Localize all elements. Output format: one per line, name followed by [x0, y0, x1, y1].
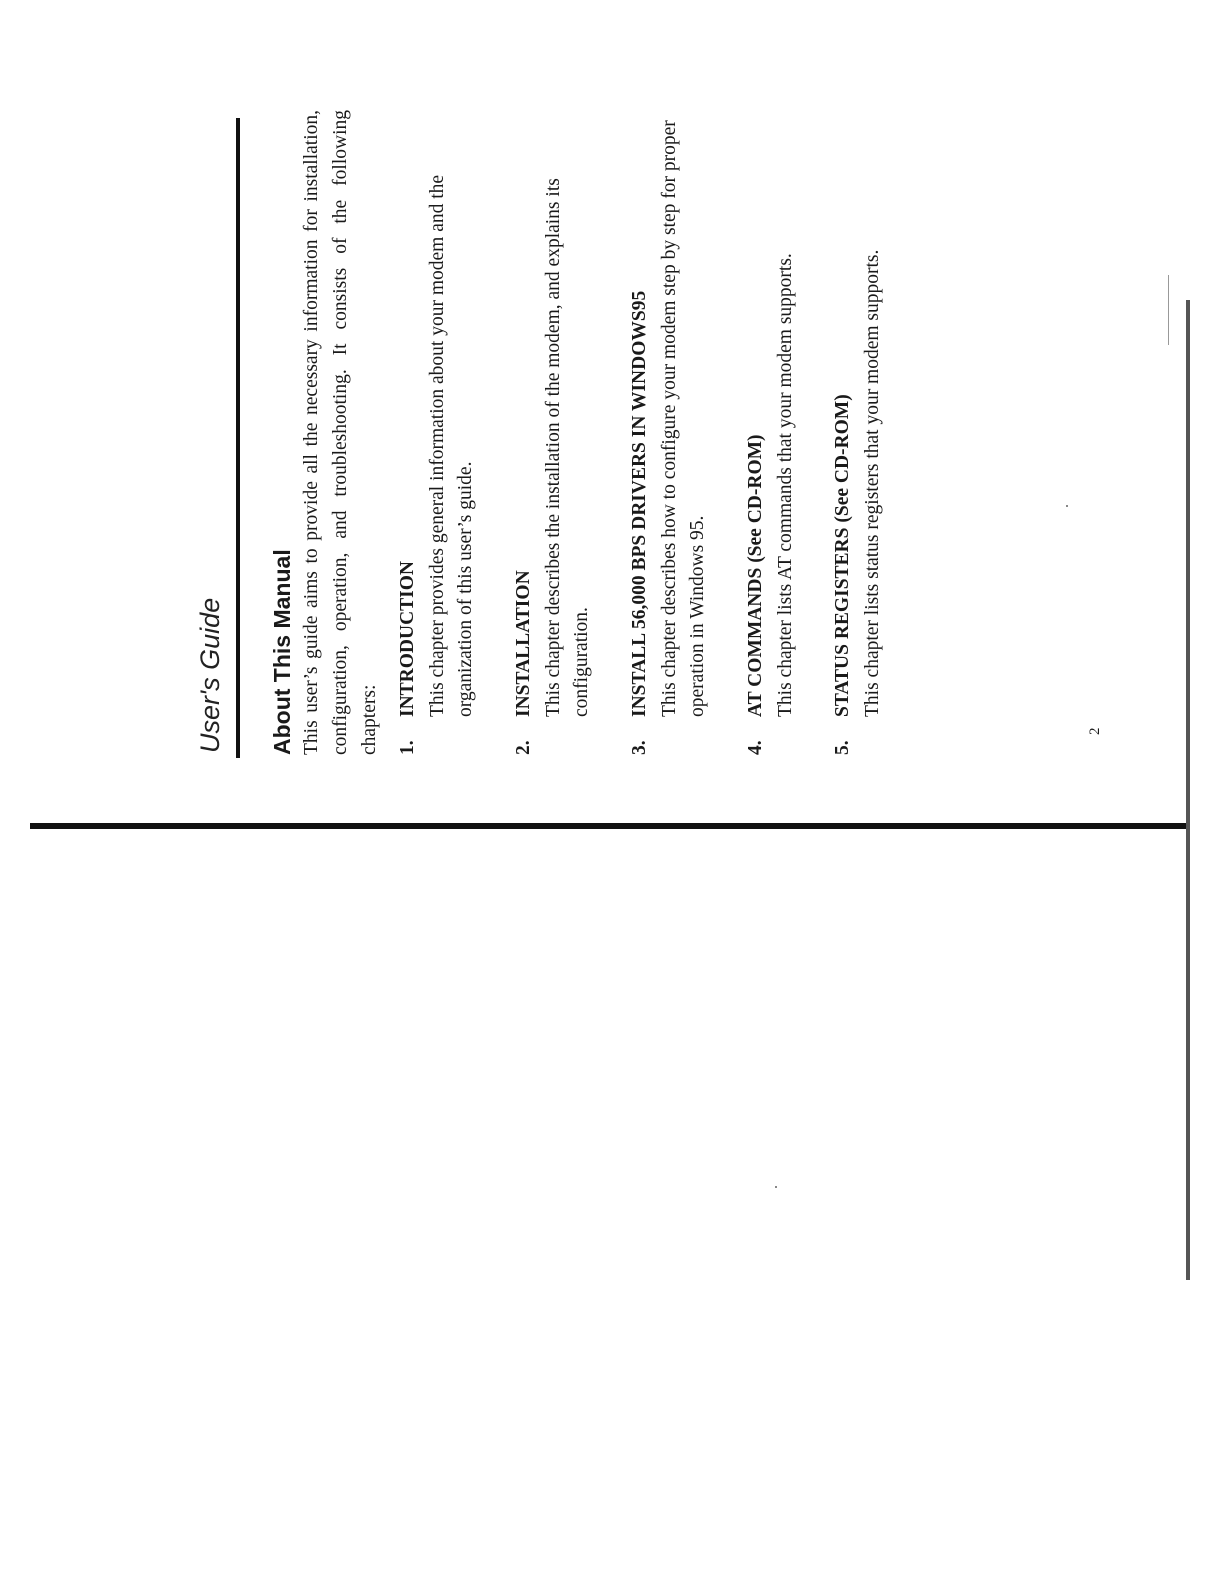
chapter-number: 5.: [832, 740, 853, 755]
page-number: 2: [1087, 727, 1103, 735]
running-head: User's Guide: [195, 597, 225, 753]
scan-speck: [1066, 505, 1068, 507]
rotated-page-content: [195, 105, 1103, 755]
chapter-description: This chapter describes the installation of the modem, and explains its configuration.: [543, 178, 592, 717]
chapter-number: 4.: [745, 740, 766, 755]
intro-paragraph: This user’s guide aims to provide all the necessary information for installation, configuration, operation, and troubleshooting. It consists of the following chapters:: [301, 110, 380, 755]
chapter-title: INTRODUCTION: [397, 560, 418, 717]
horizontal-scan-line: [30, 823, 1190, 829]
chapter-description: This chapter describes how to configure your modem step by step for proper operation in Windows 95.: [659, 120, 708, 717]
chapter-number: 3.: [629, 740, 650, 755]
scan-speck: [775, 1186, 777, 1188]
vertical-scan-mark: [1168, 275, 1169, 345]
chapter-title: INSTALLATION: [513, 570, 534, 717]
chapter-description: This chapter lists AT commands that your modem supports.: [775, 253, 796, 717]
section-title: About This Manual: [269, 549, 295, 755]
chapter-number: 1.: [397, 740, 418, 755]
chapter-title: AT COMMANDS (See CD-ROM): [745, 434, 766, 717]
chapter-title: STATUS REGISTERS (See CD-ROM): [832, 394, 853, 717]
chapter-description: This chapter lists status registers that your modem supports.: [862, 249, 883, 717]
chapter-number: 2.: [513, 740, 534, 755]
chapter-description: This chapter provides general information about your modem and the organization of this user’s guide.: [427, 174, 476, 717]
chapter-title: INSTALL 56,000 BPS DRIVERS IN WINDOWS95: [629, 290, 650, 717]
vertical-scan-edge: [1186, 300, 1190, 1280]
